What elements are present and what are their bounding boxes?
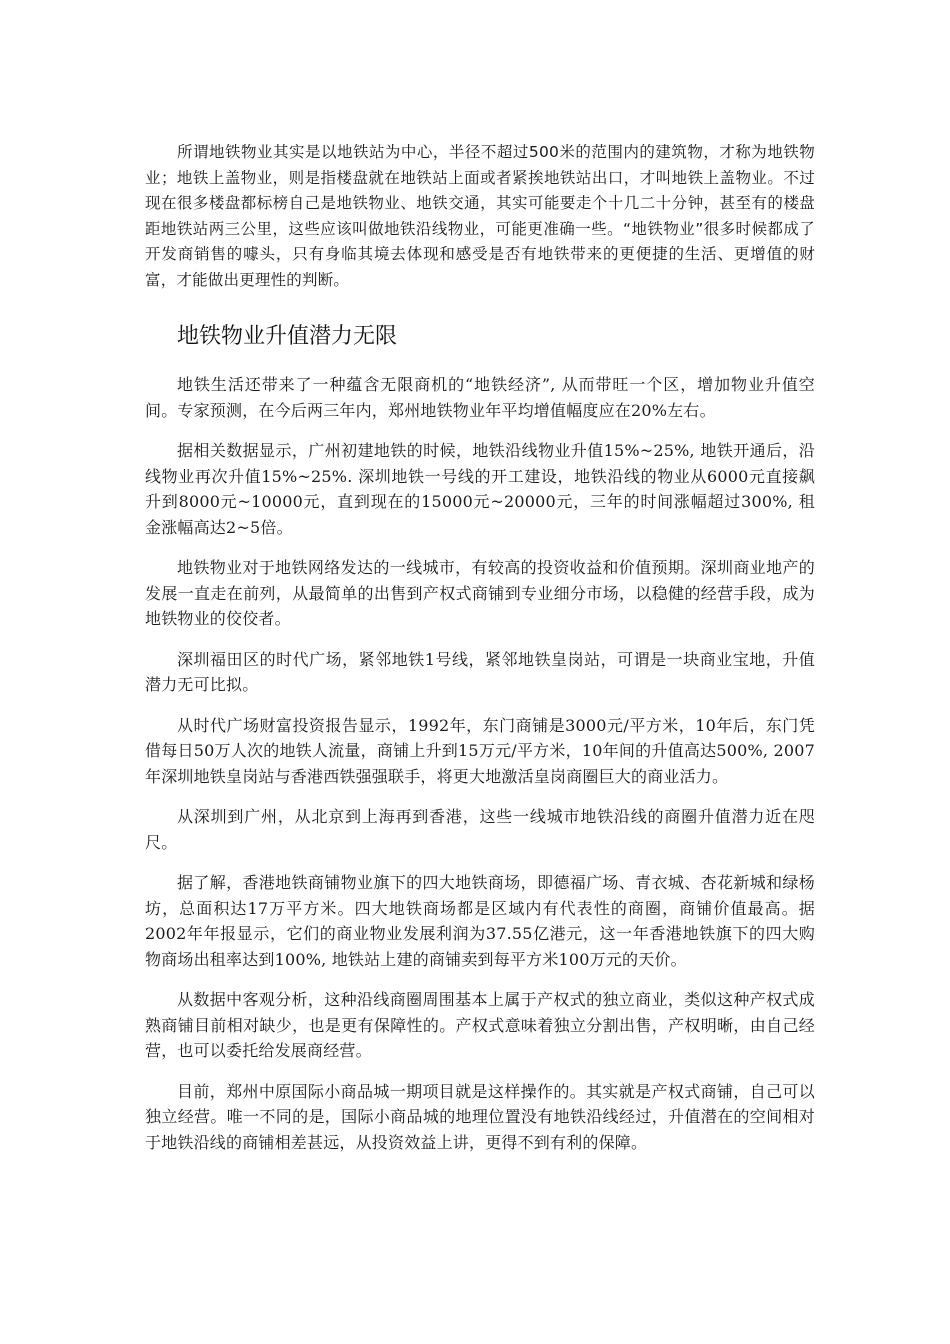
body-paragraph-5: 从时代广场财富投资报告显示，1992年，东门商铺是3000元/平方米，10年后，东门凭借每日50万人次的地铁人流量，商铺上升到15万元/平方米，10年间的升值高达500%, 2007年深圳地铁皇岗站与香港西铁强强联手，将更大地激活皇岗商圈巨大的商业活力。: [145, 715, 815, 786]
body-paragraph-7: 据了解，香港地铁商铺物业旗下的四大地铁商场，即德福广场、青衣城、杏花新城和绿杨坊，总面积达17万平方米。四大地铁商场都是区域内有代表性的商圈，商铺价值最高。据2002年年报显示，它们的商业物业发展利润为37.55亿港元，这一年香港地铁旗下的四大购物商场出租率达到100%, 地铁站上建的商铺卖到每平方米100万元的天价。: [145, 873, 815, 969]
document-body: [145, 140, 815, 1170]
body-paragraph-4: 深圳福田区的时代广场，紧邻地铁1号线，紧邻地铁皇岗站，可谓是一块商业宝地，升值潜力无可比拟。: [145, 649, 815, 694]
body-paragraph-9: 目前，郑州中原国际小商品城一期项目就是这样操作的。其实就是产权式商铺，自己可以独立经营。唯一不同的是，国际小商品城的地理位置没有地铁沿线经过，升值潜在的空间相对于地铁沿线的商铺相差甚远，从投资效益上讲，更得不到有利的保障。: [145, 1081, 815, 1152]
intro-paragraph: 所谓地铁物业其实是以地铁站为中心，半径不超过500米的范围内的建筑物，才称为地铁物业；地铁上盖物业，则是指楼盘就在地铁站上面或者紧挨地铁站出口，才叫地铁上盖物业。不过现在很多楼盘都标榜自己是地铁物业、地铁交通，其实可能要走个十几二十分钟，甚至有的楼盘距地铁站两三公里，这些应该叫做地铁沿线物业，可能更准确一些。“地铁物业”很多时候都成了开发商销售的噱头，只有身临其境去体现和感受是否有地铁带来的更便捷的生活、更增值的财富，才能做出更理性的判断。: [145, 143, 815, 289]
section-heading: 地铁物业升值潜力无限: [177, 324, 398, 349]
body-paragraph-8: 从数据中客观分析，这种沿线商圈周围基本上属于产权式的独立商业，类似这种产权式成熟商铺目前相对缺少，也是更有保障性的。产权式意味着独立分割出售，产权明晰，由自己经营，也可以委托给发展商经营。: [145, 990, 815, 1060]
body-paragraph-3: 地铁物业对于地铁网络发达的一线城市，有较高的投资收益和价值预期。深圳商业地产的发展一直走在前列，从最简单的出售到产权式商铺到专业细分市场，以稳健的经营手段，成为地铁物业的佼佼者。: [145, 558, 815, 628]
body-paragraph-1: 地铁生活还带来了一种蕴含无限商机的“地铁经济”, 从而带旺一个区，增加物业升值空间。专家预测，在今后两三年内，郑州地铁物业年平均增值幅度应在20%左右。: [145, 375, 815, 420]
body-paragraph-2: 据相关数据显示，广州初建地铁的时候，地铁沿线物业升值15%~25%, 地铁开通后，沿线物业再次升值15%~25%. 深圳地铁一号线的开工建设，地铁沿线的物业从6000元直接飙升到8000元~10000元，直到现在的15000元~20000元，三年的时间涨幅超过300%, 租金涨幅高达2~5倍。: [145, 441, 815, 537]
body-paragraph-6: 从深圳到广州，从北京到上海再到香港，这些一线城市地铁沿线的商圈升值潜力近在咫尺。: [145, 807, 815, 852]
